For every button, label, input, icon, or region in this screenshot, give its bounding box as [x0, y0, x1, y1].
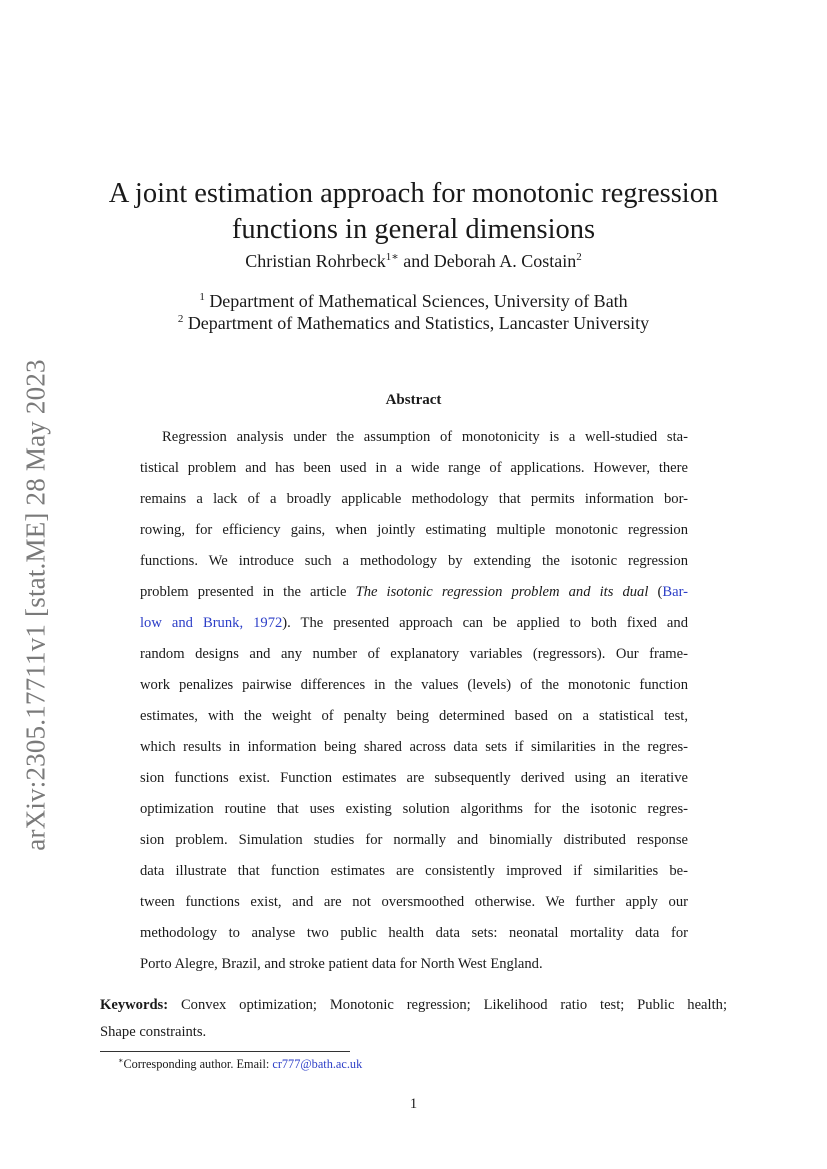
abstract-line: work penalizes pairwise differences in the values (levels) of the monotonic function	[140, 677, 688, 693]
title-line-1: A joint estimation approach for monotonic regression	[108, 178, 719, 210]
affiliation-1-mark: 1	[199, 291, 205, 303]
keywords-section	[100, 992, 727, 1046]
abstract-line: which results in information being shared across data sets if similarities in the regres-	[140, 739, 688, 755]
abstract-line	[140, 577, 688, 608]
author-list	[60, 249, 767, 273]
author-1-affiliation-mark: 1∗	[385, 251, 399, 263]
abstract-line: random designs and any number of explanatory variables (regressors). Our frame-	[140, 646, 688, 662]
author-email-link[interactable]: cr777@bath.ac.uk	[272, 1057, 363, 1071]
citation-link-barlow-brunk[interactable]: low and Brunk, 1972	[140, 615, 283, 631]
citation-link-barlow-brunk[interactable]: Bar-	[662, 584, 688, 600]
keywords-text: Convex optimization; Monotonic regression; Likelihood ratio test; Public health;	[168, 997, 727, 1013]
keywords-line	[100, 992, 727, 1019]
cited-article-title: The isotonic regression problem and its dual	[355, 584, 649, 600]
footnote-text: Corresponding author. Email:	[123, 1057, 273, 1071]
title-line-2: functions in general dimensions	[231, 214, 596, 246]
author-2-affiliation-mark: 2	[576, 251, 582, 263]
abstract-line: Regression analysis under the assumption of monotonicity is a well-studied sta-	[162, 429, 688, 445]
keywords-label: Keywords:	[100, 997, 169, 1013]
affiliation-2-mark: 2	[177, 313, 184, 325]
abstract-line: rowing, for efficiency gains, when jointly estimating multiple monotonic regression	[140, 522, 688, 538]
abstract-text: (	[648, 584, 663, 600]
abstract-line: estimates, with the weight of penalty being determined based on a statistical test,	[140, 708, 688, 724]
corresponding-author-footnote	[118, 1056, 362, 1072]
abstract-line: tween functions exist, and are not oversmoothed otherwise. We further apply our	[140, 894, 688, 910]
footnote-divider	[100, 1051, 350, 1052]
keywords-line: Shape constraints.	[100, 1024, 207, 1040]
author-2-name: Deborah A. Costain	[433, 251, 577, 271]
footnote-mark: ∗	[118, 1056, 124, 1065]
abstract-line: tistical problem and has been used in a wide range of applications. However, there	[140, 460, 688, 476]
abstract-heading: Abstract	[385, 392, 442, 408]
abstract-line: sion problem. Simulation studies for normally and binomially distributed response	[140, 832, 688, 848]
author-connector: and	[398, 251, 434, 271]
affiliation-list	[60, 290, 767, 334]
abstract-text: problem presented in the article	[140, 584, 347, 600]
abstract-line: methodology to analyse two public health data sets: neonatal mortality data for	[140, 925, 688, 941]
abstract-body	[140, 422, 688, 980]
author-1-name: Christian Rohrbeck	[245, 251, 386, 271]
paper-title	[60, 176, 767, 248]
abstract-line: Porto Alegre, Brazil, and stroke patient data for North West England.	[140, 956, 543, 972]
affiliation-1	[60, 290, 767, 312]
affiliation-2-text: Department of Mathematics and Statistics, Lancaster University	[183, 313, 650, 333]
arxiv-identifier-stamp: arXiv:2305.17711v1 [stat.ME] 28 May 2023	[20, 359, 51, 851]
abstract-text: ). The presented approach can be applied to both fixed and	[282, 615, 688, 631]
abstract-line: data illustrate that function estimates are consistently improved if similarities be-	[140, 863, 688, 879]
abstract-line: functions. We introduce such a methodology by extending the isotonic regression	[140, 553, 688, 569]
affiliation-1-text: Department of Mathematical Sciences, University of Bath	[204, 291, 628, 311]
abstract-line: optimization routine that uses existing solution algorithms for the isotonic regres-	[140, 801, 688, 817]
abstract-line: remains a lack of a broadly applicable methodology that permits information bor-	[140, 491, 688, 507]
abstract-line	[140, 608, 688, 639]
affiliation-2	[60, 312, 767, 334]
page-number: 1	[409, 1096, 418, 1112]
abstract-line: sion functions exist. Function estimates are subsequently derived using an iterative	[140, 770, 688, 786]
